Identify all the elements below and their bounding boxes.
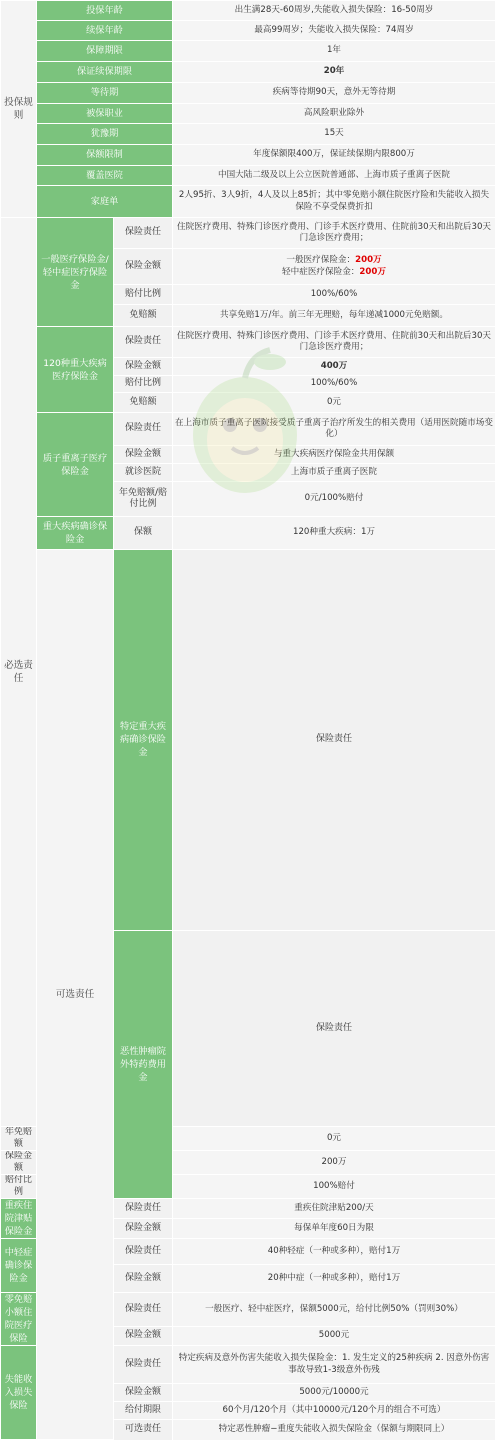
row-label: 可选责任 xyxy=(114,1420,173,1440)
row-label: 等待期 xyxy=(37,83,173,104)
row-label: 续保年龄 xyxy=(37,21,173,41)
row-label: 赔付比例 xyxy=(114,376,173,393)
row-value: 0元 xyxy=(173,1127,495,1151)
row-value: 共享免赔1万/年。前三年无理赔，每年递减1000元免赔额。 xyxy=(173,305,495,327)
group-basic-rules: 投保规则 xyxy=(1,1,37,218)
row-value: 0元/100%赔付 xyxy=(173,482,495,517)
table-row xyxy=(1,413,495,446)
row-value: 每保单年度60日为限 xyxy=(173,1219,495,1239)
row-value: 住院医疗费用、特殊门诊医疗费用、门诊手术医疗费用、住院前30天和出院后30天门急诊医疗费用； xyxy=(173,218,495,249)
row-value: 年度保额限400万，保证续保期内限800万 xyxy=(173,145,495,166)
row-value: 出生满28天-60周岁,失能收入损失保险：16-50周岁 xyxy=(173,1,495,21)
table-row xyxy=(1,517,495,550)
row-value: 60个月/120个月（其中10000元/120个月的组合不可选） xyxy=(173,1402,495,1420)
row-label: 免赔额 xyxy=(114,305,173,327)
row-value: 100%/60% xyxy=(173,285,495,305)
row-label: 保险责任 xyxy=(114,1239,173,1265)
table-row xyxy=(1,327,495,358)
row-label: 年免赔额 xyxy=(1,1127,37,1151)
table-row xyxy=(1,41,495,62)
table-row xyxy=(1,550,495,931)
row-label: 保险金额 xyxy=(114,1384,173,1402)
row-label: 保证续保期限 xyxy=(37,62,173,83)
benefit-name: 120种重大疾病医疗保险金 xyxy=(37,327,114,413)
row-value: 20种中症（一种或多种），赔付1万 xyxy=(173,1265,495,1293)
row-label: 保险责任 xyxy=(114,1293,173,1327)
row-value: 中国大陆二级及以上公立医院普通部、上海市质子重离子医院 xyxy=(173,166,495,186)
table-row xyxy=(1,104,495,124)
row-label: 覆盖医院 xyxy=(37,166,173,186)
row-label: 赔付比例 xyxy=(1,1175,37,1199)
row-label: 保险金额 xyxy=(114,358,173,376)
row-label: 保险责任 xyxy=(114,327,173,358)
row-value-highlight: 20年 xyxy=(173,62,495,83)
row-value: 特定疾病及意外伤害失能收入损失保险金：1. 发生定义的25种疾病 2. 因意外伤害事故导致1-3级意外伤残 xyxy=(173,1346,495,1384)
table-row xyxy=(1,166,495,186)
benefit-name: 重疾住院津贴保险金 xyxy=(1,1199,37,1239)
row-label: 给付期限 xyxy=(114,1402,173,1420)
row-label: 保险责任 xyxy=(114,218,173,249)
row-label: 保险金额 xyxy=(114,446,173,464)
row-label: 被保职业 xyxy=(37,104,173,124)
row-label: 保险责任 xyxy=(114,1199,173,1219)
row-value-highlight: 400万 xyxy=(173,358,495,376)
row-value: 100%/60% xyxy=(173,376,495,393)
row-label: 家庭单 xyxy=(37,186,173,218)
row-value: 1年 xyxy=(173,41,495,62)
table-row xyxy=(1,145,495,166)
row-value: 高风险职业除外 xyxy=(173,104,495,124)
table-row xyxy=(1,21,495,41)
benefit-name: 恶性肿瘤院外特药费用金 xyxy=(114,930,173,1199)
row-label: 保险金额 xyxy=(114,1265,173,1293)
row-value: 15天 xyxy=(173,124,495,145)
row-label: 投保年龄 xyxy=(37,1,173,21)
table-row xyxy=(1,218,495,249)
row-label: 保额 xyxy=(114,517,173,550)
row-value: 2人95折、3人9折，4人及以上85折；其中零免赔小额住院医疗险和失能收入损失保险不享受保费折扣 xyxy=(173,186,495,218)
row-value: 在上海市质子重离子医院接受质子重离子治疗所发生的相关费用（适用医院随市场变化） xyxy=(173,413,495,446)
row-label: 保障期限 xyxy=(37,41,173,62)
row-value: 40种轻症（一种或多种），赔付1万 xyxy=(173,1239,495,1265)
row-value: 与重大疾病医疗保险金共用保额 xyxy=(173,446,495,464)
group-required: 必选责任 xyxy=(1,218,37,1127)
benefit-name: 重大疾病确诊保险金 xyxy=(37,517,114,550)
row-label: 免赔额 xyxy=(114,393,173,413)
row-label: 赔付比例 xyxy=(114,285,173,305)
row-value: 最高99周岁；失能收入损失保险：74周岁 xyxy=(173,21,495,41)
row-value: 重疾住院津贴200/天 xyxy=(173,1199,495,1219)
row-value: 上海市质子重离子医院 xyxy=(173,464,495,482)
row-value: 住院医疗费用、特殊门诊医疗费用、门诊手术医疗费用、住院前30天和出院后30天门急诊医疗费用； xyxy=(173,327,495,358)
row-value: 特定恶性肿瘤−重度失能收入损失保险金（保额与期限同上） xyxy=(173,1420,495,1440)
row-value: 100%赔付 xyxy=(173,1175,495,1199)
row-value: 一般医疗保险金：200万 轻中症医疗保险金：200万 xyxy=(173,249,495,285)
row-label: 保险金额 xyxy=(114,249,173,285)
row-label: 保险金额 xyxy=(1,1151,37,1175)
row-value: 疾病等待期90天，意外无等待期 xyxy=(173,83,495,104)
row-label: 保额限制 xyxy=(37,145,173,166)
table-row xyxy=(1,83,495,104)
row-label: 年免赔额/赔付比例 xyxy=(114,482,173,517)
benefit-name: 特定重大疾病确诊保险金 xyxy=(114,550,173,931)
row-value: 一般医疗、轻中症医疗，保额5000元，给付比例50%（罚则30%） xyxy=(173,1293,495,1327)
row-label: 保险责任 xyxy=(173,930,495,1127)
row-label: 保险责任 xyxy=(173,550,495,931)
row-label: 保险责任 xyxy=(114,413,173,446)
row-label: 就诊医院 xyxy=(114,464,173,482)
benefit-name: 零免赔小额住院医疗保险 xyxy=(1,1293,37,1346)
group-optional: 可选责任 xyxy=(37,550,114,1440)
row-value: 5000元 xyxy=(173,1327,495,1346)
benefit-name: 一般医疗保险金/轻中症医疗保险金 xyxy=(37,218,114,327)
benefit-name: 中轻症确诊保险金 xyxy=(1,1239,37,1293)
table-row xyxy=(1,1,495,21)
row-label: 保险责任 xyxy=(114,1346,173,1384)
row-label: 保险金额 xyxy=(114,1219,173,1239)
benefit-name: 失能收入损失保险 xyxy=(1,1346,37,1440)
row-value: 0元 xyxy=(173,393,495,413)
row-label: 犹豫期 xyxy=(37,124,173,145)
row-label: 保险金额 xyxy=(114,1327,173,1346)
table-row xyxy=(1,186,495,218)
table-row xyxy=(1,62,495,83)
row-value: 120种重大疾病：1万 xyxy=(173,517,495,550)
table-row xyxy=(1,124,495,145)
row-value: 200万 xyxy=(173,1151,495,1175)
benefit-name: 质子重离子医疗保险金 xyxy=(37,413,114,517)
row-value: 5000元/10000元 xyxy=(173,1384,495,1402)
